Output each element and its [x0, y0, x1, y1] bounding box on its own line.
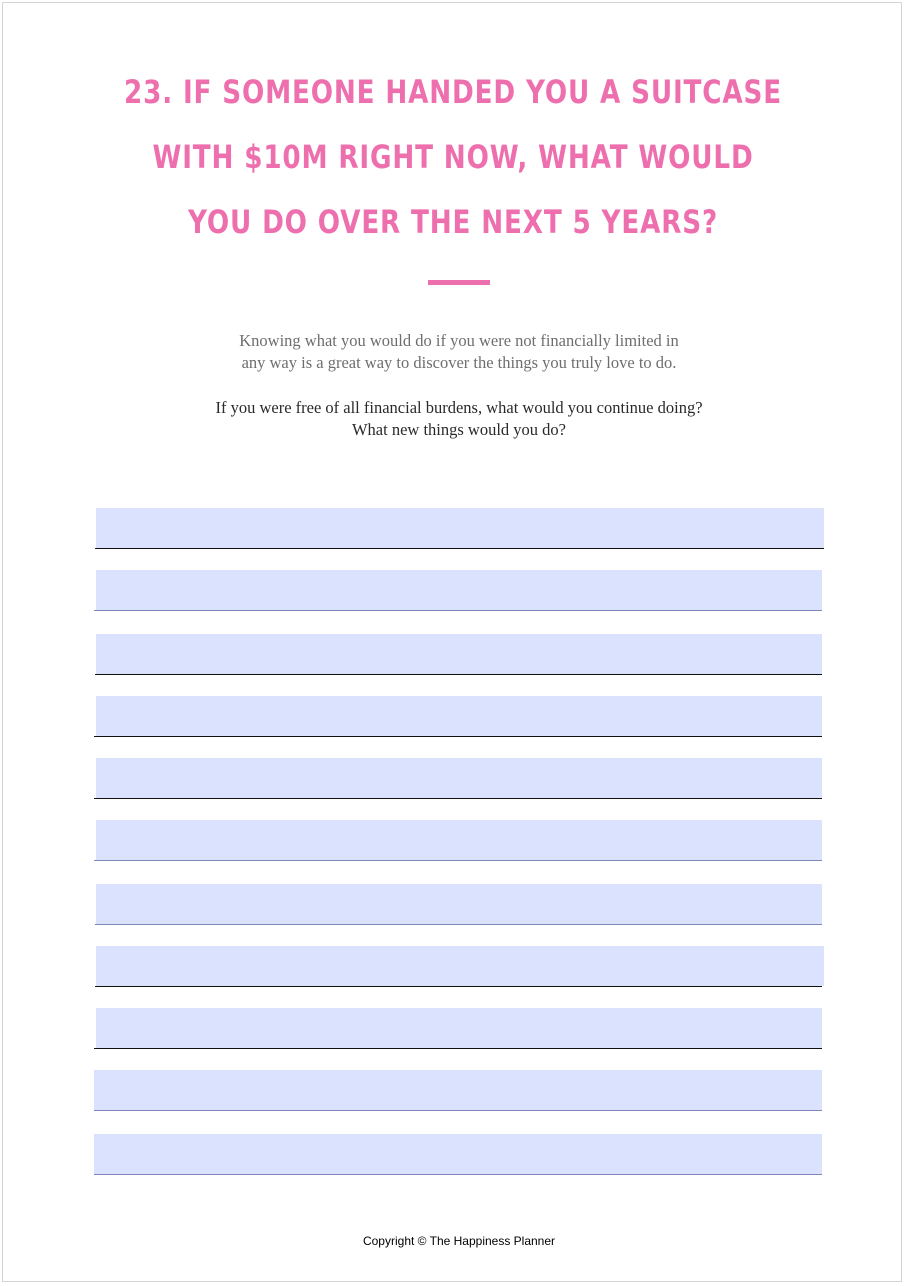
- answer-line-rule: [94, 1110, 822, 1111]
- answer-line-1[interactable]: [96, 508, 824, 548]
- page-title: [0, 60, 906, 255]
- answer-line-9[interactable]: [96, 1008, 822, 1048]
- answer-line-rule: [94, 1048, 822, 1049]
- answer-line-4[interactable]: [96, 696, 822, 736]
- answer-line-rule: [94, 860, 822, 861]
- answer-line-rule: [95, 548, 824, 549]
- prompt-line-2: What new things would you do?: [351, 420, 566, 439]
- intro-line-2: any way is a great way to discover the things you truly love to do.: [241, 353, 677, 372]
- intro-text: [0, 330, 906, 374]
- answer-line-rule: [95, 674, 822, 675]
- title-divider: [428, 280, 490, 285]
- answer-line-5[interactable]: [96, 758, 822, 798]
- intro-line-1: Knowing what you would do if you were not financially limited in: [239, 331, 679, 350]
- answer-line-6[interactable]: [96, 820, 822, 860]
- copyright-footer: Copyright © The Happiness Planner: [362, 1234, 556, 1248]
- answer-line-11[interactable]: [94, 1134, 822, 1174]
- title-line-3: YOU DO OVER THE NEXT 5 YEARS?: [187, 203, 719, 241]
- title-line-1: 23. IF SOMEONE HANDED YOU A SUITCASE: [124, 73, 782, 111]
- prompt-line-1: If you were free of all financial burdens, what would you continue doing?: [215, 398, 703, 417]
- answer-line-rule: [95, 924, 822, 925]
- answer-line-7[interactable]: [96, 884, 822, 924]
- answer-line-2[interactable]: [96, 570, 822, 610]
- question-prompt: [0, 397, 906, 441]
- answer-line-8[interactable]: [96, 946, 824, 986]
- answer-line-rule: [94, 736, 822, 737]
- answer-line-10[interactable]: [94, 1070, 822, 1110]
- title-line-2: WITH $10M RIGHT NOW, WHAT WOULD: [152, 138, 754, 176]
- answer-line-rule: [94, 1174, 822, 1175]
- answer-line-rule: [94, 798, 822, 799]
- answer-line-3[interactable]: [96, 634, 822, 674]
- answer-line-rule: [95, 986, 822, 987]
- answer-line-rule: [94, 610, 822, 611]
